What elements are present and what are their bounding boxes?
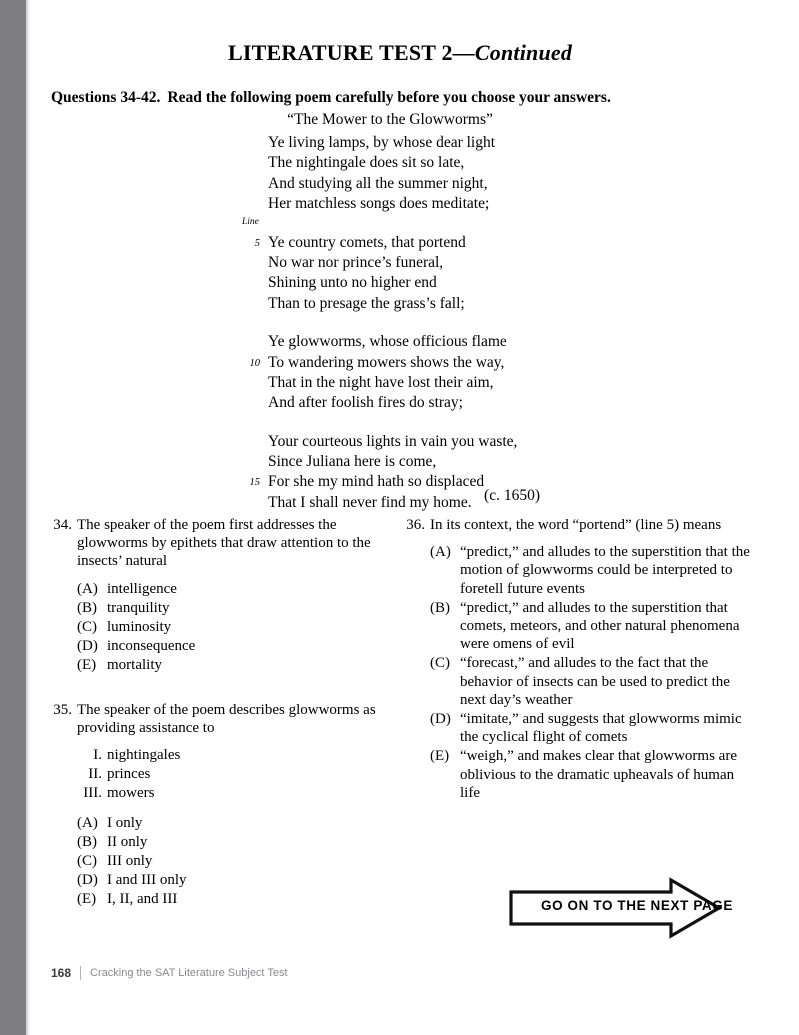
choice-text: “imitate,” and suggests that glowworms mimic the cyclical flight of comets [460,711,742,746]
choice-text: I only [107,814,143,831]
question-stem [404,516,754,534]
answer-choice[interactable] [77,852,396,870]
roman-text: mowers [107,785,155,802]
poem-line [210,294,540,314]
poem-line-text: That I shall never find my home. [268,493,472,511]
question-range-label: Questions 34-42. [51,89,161,106]
choice-letter: (D) [77,872,98,889]
choice-text: “predict,” and alludes to the superstition that the motion of glowworms could be interpreted to foretell future events [460,544,750,597]
choice-letter: (A) [77,814,98,831]
footer-book-title: Cracking the SAT Literature Subject Test [90,967,288,979]
answer-choices [51,580,396,675]
choice-letter: (B) [77,599,97,616]
poem-line [210,153,540,173]
question-35 [51,701,396,909]
choice-text: luminosity [107,619,172,636]
answer-choice[interactable] [77,580,396,598]
answer-choice[interactable] [77,599,396,617]
poem-stanza [210,133,540,215]
poem-line-text: Ye glowworms, whose officious flame [268,333,507,351]
question-number: 34. [53,517,72,533]
poem-line [210,452,540,472]
choice-text: tranquility [107,599,170,616]
poem-line [210,133,540,153]
page-content [30,0,799,1035]
poem-line-text: Your courteous lights in vain you waste, [268,432,518,450]
question-stem-text: The speaker of the poem describes glowworms as providing assistance to [77,701,376,736]
answer-choice[interactable] [430,599,754,654]
answer-choice[interactable] [77,833,396,851]
answer-choice[interactable] [77,656,396,674]
poem-line [210,174,540,194]
question-column-left [51,516,396,924]
choice-text: III only [107,853,153,870]
footer-divider [80,966,81,980]
answer-choice[interactable] [430,747,754,802]
choice-text: mortality [107,657,162,674]
poem-line-text: Since Juliana here is come, [268,453,437,471]
poem-line-number: 15 [249,477,260,489]
choice-text: intelligence [107,580,177,597]
choice-text: “forecast,” and alludes to the fact that the behavior of insects can be used to predict the next day’s weather [460,655,730,708]
choice-letter: (E) [430,748,450,765]
poem-line [210,432,540,452]
poem-line-text: Than to presage the grass’s fall; [268,294,465,312]
answer-choice[interactable] [430,710,754,746]
answer-choice[interactable] [77,871,396,889]
choice-letter: (A) [430,544,451,561]
directions-line [51,89,751,107]
poem-line [210,393,540,413]
answer-choice[interactable] [77,618,396,636]
answer-choice[interactable] [77,637,396,655]
page-footer [51,966,288,980]
choice-letter: (B) [430,599,450,616]
question-34 [51,516,396,675]
answer-choice[interactable] [430,654,754,709]
poem-line [210,353,540,373]
choice-letter: (C) [77,619,97,636]
poem-title: “The Mower to the Glowworms” [287,111,493,128]
roman-option [81,784,396,802]
poem-line-text: The nightingale does sit so late, [268,154,465,172]
poem-line-text: To wandering mowers shows the way, [268,353,505,371]
line-number-legend: Line [242,217,259,227]
roman-option [81,746,396,764]
book-binding-shadow [0,0,26,1035]
directions-instruction: Read the following poem carefully before you choose your answers. [167,89,611,106]
poem-line [210,332,540,352]
roman-option [81,765,396,783]
question-36 [404,516,754,802]
choice-text: II only [107,833,148,850]
poem-stanza [210,233,540,315]
poem-line [210,253,540,273]
choice-letter: (B) [77,833,97,850]
poem-line-text: No war nor prince’s funeral, [268,253,444,271]
question-number: 35. [53,701,72,718]
answer-choices [51,814,396,909]
poem-stanza [210,332,540,414]
choice-text: inconsequence [107,638,196,655]
poem-line-text: That in the night have lost their aim, [268,373,494,391]
choice-letter: (D) [430,711,451,728]
poem-line [210,233,540,253]
choice-text: “predict,” and alludes to the superstition that comets, meteors, and other natural phenomena were omens of evil [460,599,740,653]
question-stem-text: In its context, the word “portend” (line 5) means [430,517,722,533]
choice-letter: (E) [77,657,97,674]
poem-line-text: Shining unto no higher end [268,274,437,292]
choice-letter: (C) [77,853,97,870]
choice-letter: (D) [77,638,98,655]
poem-attribution: (c. 1650) [484,487,540,504]
test-title-main: LITERATURE TEST 2 [227,40,453,65]
poem-line [210,373,540,393]
question-column-right [404,516,754,817]
test-title-dash: — [452,40,475,65]
choice-letter: (A) [77,580,98,597]
answer-choice[interactable] [430,543,754,598]
question-stem [51,701,396,737]
poem-line-text: For she my mind hath so displaced [268,473,485,491]
question-stem [51,516,396,571]
roman-label: I. [93,747,102,764]
question-spacer [51,690,396,701]
question-stem-text: The speaker of the poem first addresses the glowworms by epithets that draw attention to the insects’ natural [77,517,371,570]
choice-text: “weigh,” and makes clear that glowworms are oblivious to the dramatic upheavals of human life [460,748,737,801]
answer-choice[interactable] [77,890,396,908]
go-on-label: GO ON TO THE NEXT PAGE [541,898,733,913]
choice-text: I, II, and III [107,891,178,908]
question-number: 36. [406,517,425,533]
poem-line-number: 5 [254,237,260,249]
answer-choice[interactable] [77,814,396,832]
poem-line-text: Ye country comets, that portend [268,233,466,251]
roman-text: princes [107,766,151,783]
poem-line [210,194,540,214]
roman-text: nightingales [107,747,181,764]
poem-line-number: 10 [249,357,260,369]
answer-choices [404,543,754,802]
page-title [30,40,770,66]
choice-text: I and III only [107,872,187,889]
roman-label: III. [83,785,102,802]
roman-label: II. [88,766,102,783]
go-on-next-page-banner [508,876,733,940]
poem-line-text: Ye living lamps, by whose dear light [268,134,496,151]
footer-page-number: 168 [51,966,72,980]
test-title-continued: Continued [474,40,573,65]
poem-line-text: And after foolish fires do stray; [268,394,463,412]
choice-letter: (C) [430,655,450,672]
poem-body [210,133,540,513]
poem-line-text: And studying all the summer night, [268,174,488,192]
poem-line [210,273,540,293]
roman-numeral-options [51,746,396,803]
poem-line-text: Her matchless songs does meditate; [268,195,490,213]
choice-letter: (E) [77,891,97,908]
